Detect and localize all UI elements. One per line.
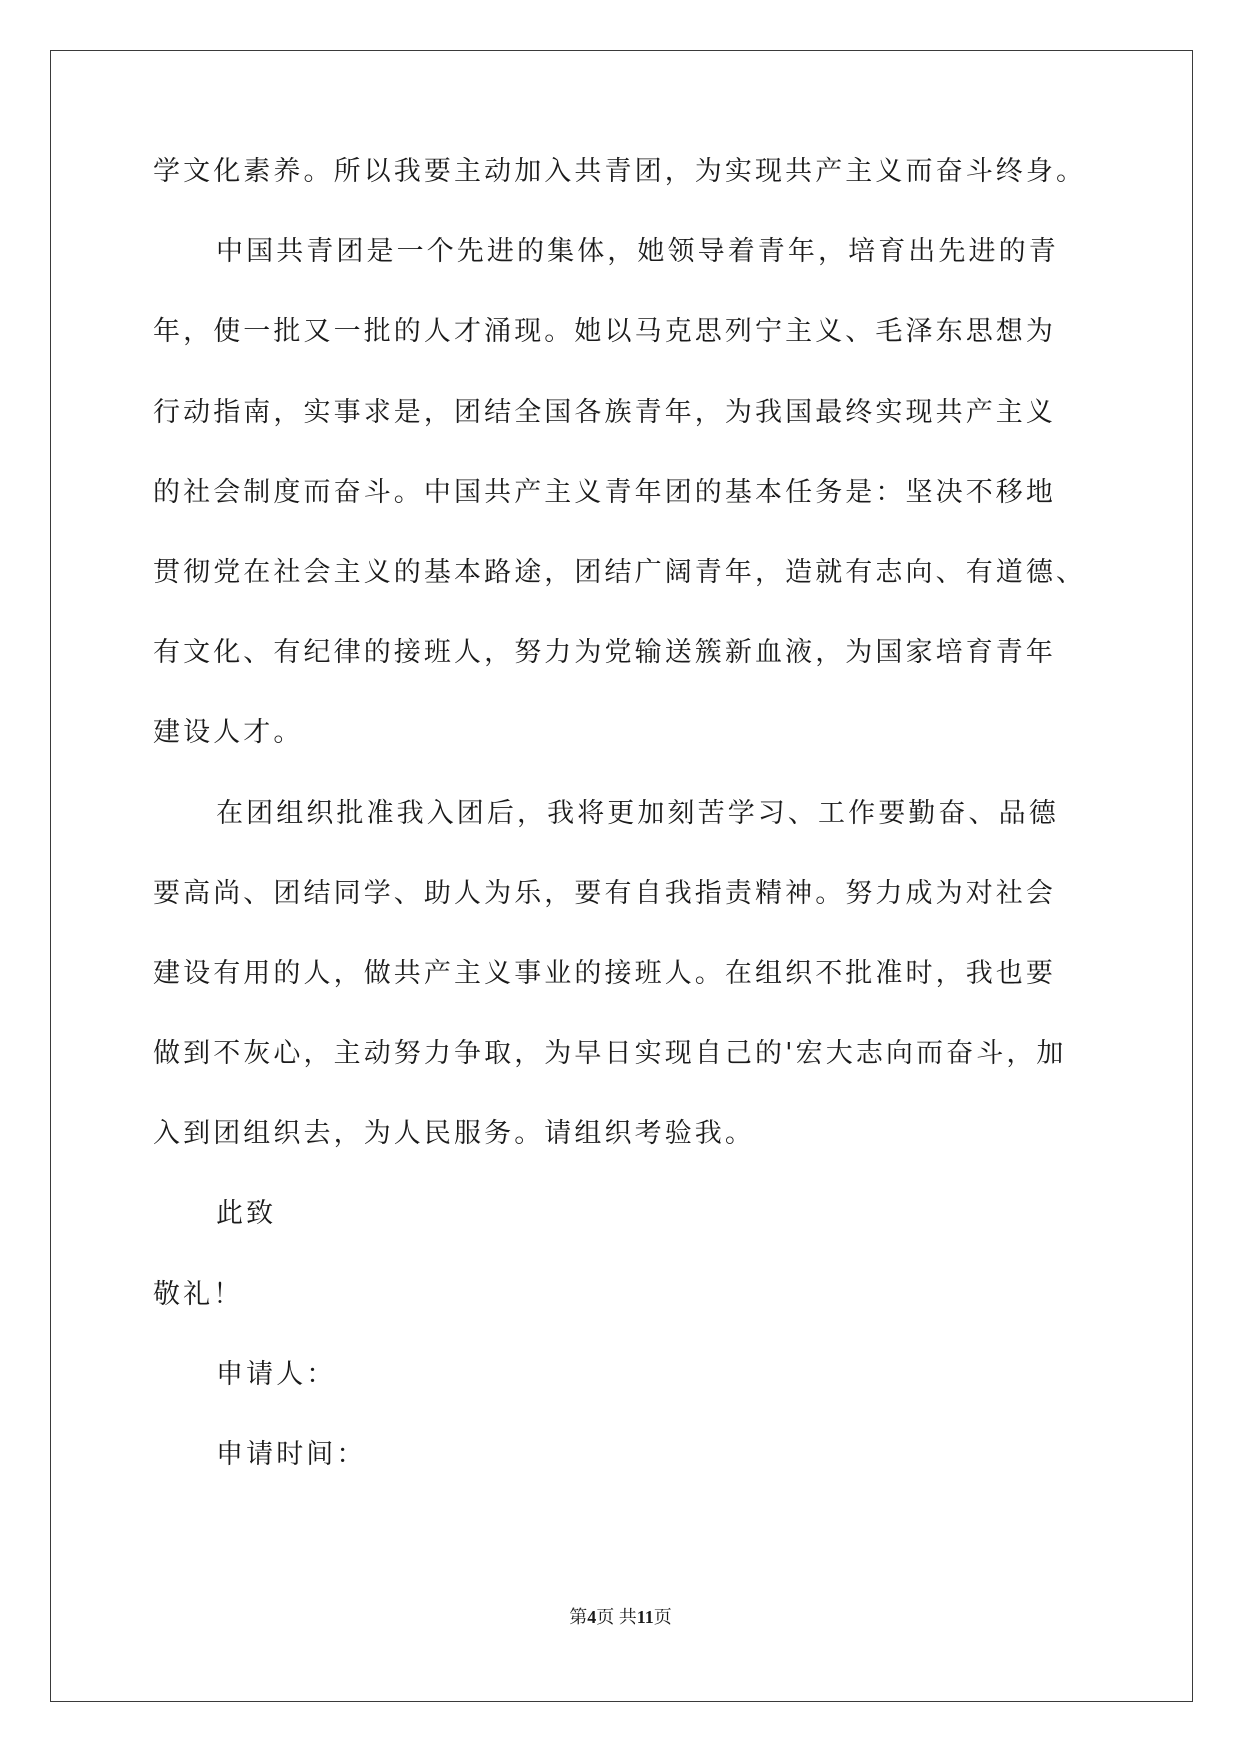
text-line: 学文化素养。所以我要主动加入共青团，为实现共产主义而奋斗终身。 <box>153 156 1087 187</box>
footer-middle: 页 共 <box>596 1607 637 1627</box>
text-line: 申请人： <box>216 1358 337 1390</box>
text-line: 入到团组织去，为人民服务。请组织考验我。 <box>153 1118 755 1150</box>
footer-page-number: 4 <box>587 1607 597 1627</box>
footer-suffix: 页 <box>653 1607 672 1627</box>
text-line: 行动指南，实事求是，团结全国各族青年，为我国最终实现共产主义 <box>153 396 1056 428</box>
text-line: 年，使一批又一批的人才涌现。她以马克思列宁主义、毛泽东思想为 <box>153 316 1056 348</box>
page-footer <box>0 1608 1241 1626</box>
text-line: 敬礼！ <box>153 1278 244 1310</box>
footer-prefix: 第 <box>569 1607 588 1627</box>
text-line: 在团组织批准我入团后，我将更加刻苦学习、工作要勤奋、品德 <box>216 797 1059 829</box>
text-line: 申请时间： <box>216 1439 367 1470</box>
text-line: 建设人才。 <box>153 717 304 749</box>
text-line: 中国共青团是一个先进的集体，她领导着青年，培育出先进的青 <box>216 236 1059 268</box>
text-line: 有文化、有纪律的接班人，努力为党输送簇新血液，为国家培育青年 <box>153 637 1056 669</box>
document-body <box>153 158 1093 1521</box>
text-line: 贯彻党在社会主义的基本路途，团结广阔青年，造就有志向、有道德、 <box>153 556 1087 588</box>
text-line: 建设有用的人，做共产主义事业的接班人。在组织不批准时，我也要 <box>153 957 1056 989</box>
text-line: 的社会制度而奋斗。中国共产主义青年团的基本任务是：坚决不移地 <box>153 476 1056 508</box>
text-line: 要高尚、团结同学、助人为乐，要有自我指责精神。努力成为对社会 <box>153 877 1056 909</box>
text-line: 此致 <box>216 1198 277 1230</box>
text-line: 做到不灰心，主动努力争取，为早日实现自己的'宏大志向而奋斗，加 <box>153 1038 1067 1070</box>
footer-total-pages: 11 <box>636 1607 654 1627</box>
